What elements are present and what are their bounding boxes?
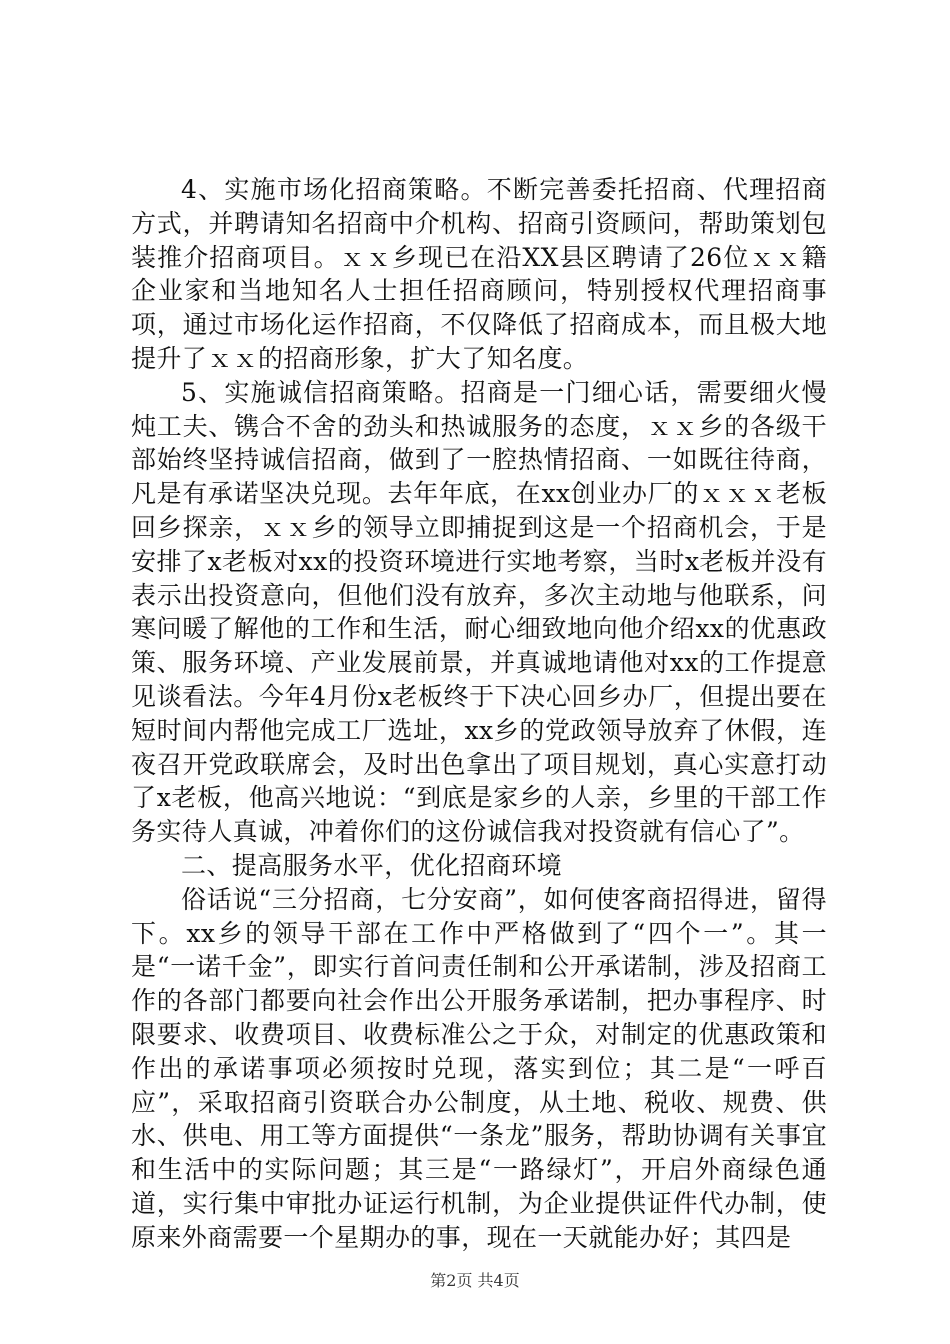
paragraph-market-strategy: 4、实施市场化招商策略。不断完善委托招商、代理招商方式，并聘请知名招商中介机构、招商引资顾问，帮助策划包装推介招商项目。ｘｘ乡现已在沿XX县区聘请了26位ｘｘ籍企业家和当地知名人士担任招商顾问，特别授权代理招商事项，通过市场化运作招商，不仅降低了招商成本，而且极大地提升了ｘｘ的招商形象，扩大了知名度。 (131, 175, 827, 373)
document-body (131, 173, 827, 1255)
section-heading-service: 二、提高服务水平，优化招商环境 (181, 850, 563, 880)
paragraph-four-ones: 俗话说“三分招商，七分安商”，如何使客商招得进，留得下。xx乡的领导干部在工作中严格做到了“四个一”。其一是“一诺千金”，即实行首问责任制和公开承诺制，涉及招商工作的各部门都要向社会作出公开服务承诺制，把办事程序、时限要求、收费项目、收费标准公之于众，对制定的优惠政策和作出的承诺事项必须按时兑现，落实到位；其二是“一呼百应”，采取招商引资联合办公制度，从土地、税收、规费、供水、供电、用工等方面提供“一条龙”服务，帮助协调有关事宜和生活中的实际问题；其三是“一路绿灯”，开启外商绿色通道，实行集中审批办证运行机制，为企业提供证件代办制，使原来外商需要一个星期办的事，现在一天就能办好；其四是 (131, 884, 827, 1252)
paragraph-integrity-strategy: 5、实施诚信招商策略。招商是一门细心话，需要细火慢炖工夫、镌合不舍的劲头和热诚服务的态度，ｘｘ乡的各级干部始终坚持诚信招商，做到了一腔热情招商、一如既往待商，凡是有承诺坚决兑现。去年年底，在xx创业办厂的ｘｘｘ老板回乡探亲，ｘｘ乡的领导立即捕捉到这是一个招商机会，于是安排了x老板对xx的投资环境进行实地考察，当时x老板并没有表示出投资意向，但他们没有放弃，多次主动地与他联系，问寒问暖了解他的工作和生活，耐心细致地向他介绍xx的优惠政策、服务环境、产业发展前景，并真诚地请他对xx的工作提意见谈看法。今年4月份x老板终于下决心回乡办厂，但提出要在短时间内帮他完成工厂选址，xx乡的党政领导放弃了休假，连夜召开党政联席会，及时出色拿出了项目规划，真心实意打动了x老板，他高兴地说：“到底是家乡的人亲，乡里的干部工作务实待人真诚，冲着你们的这份诚信我对投资就有信心了”。 (131, 377, 827, 847)
page-number-footer: 第2页 共4页 (430, 1271, 520, 1290)
